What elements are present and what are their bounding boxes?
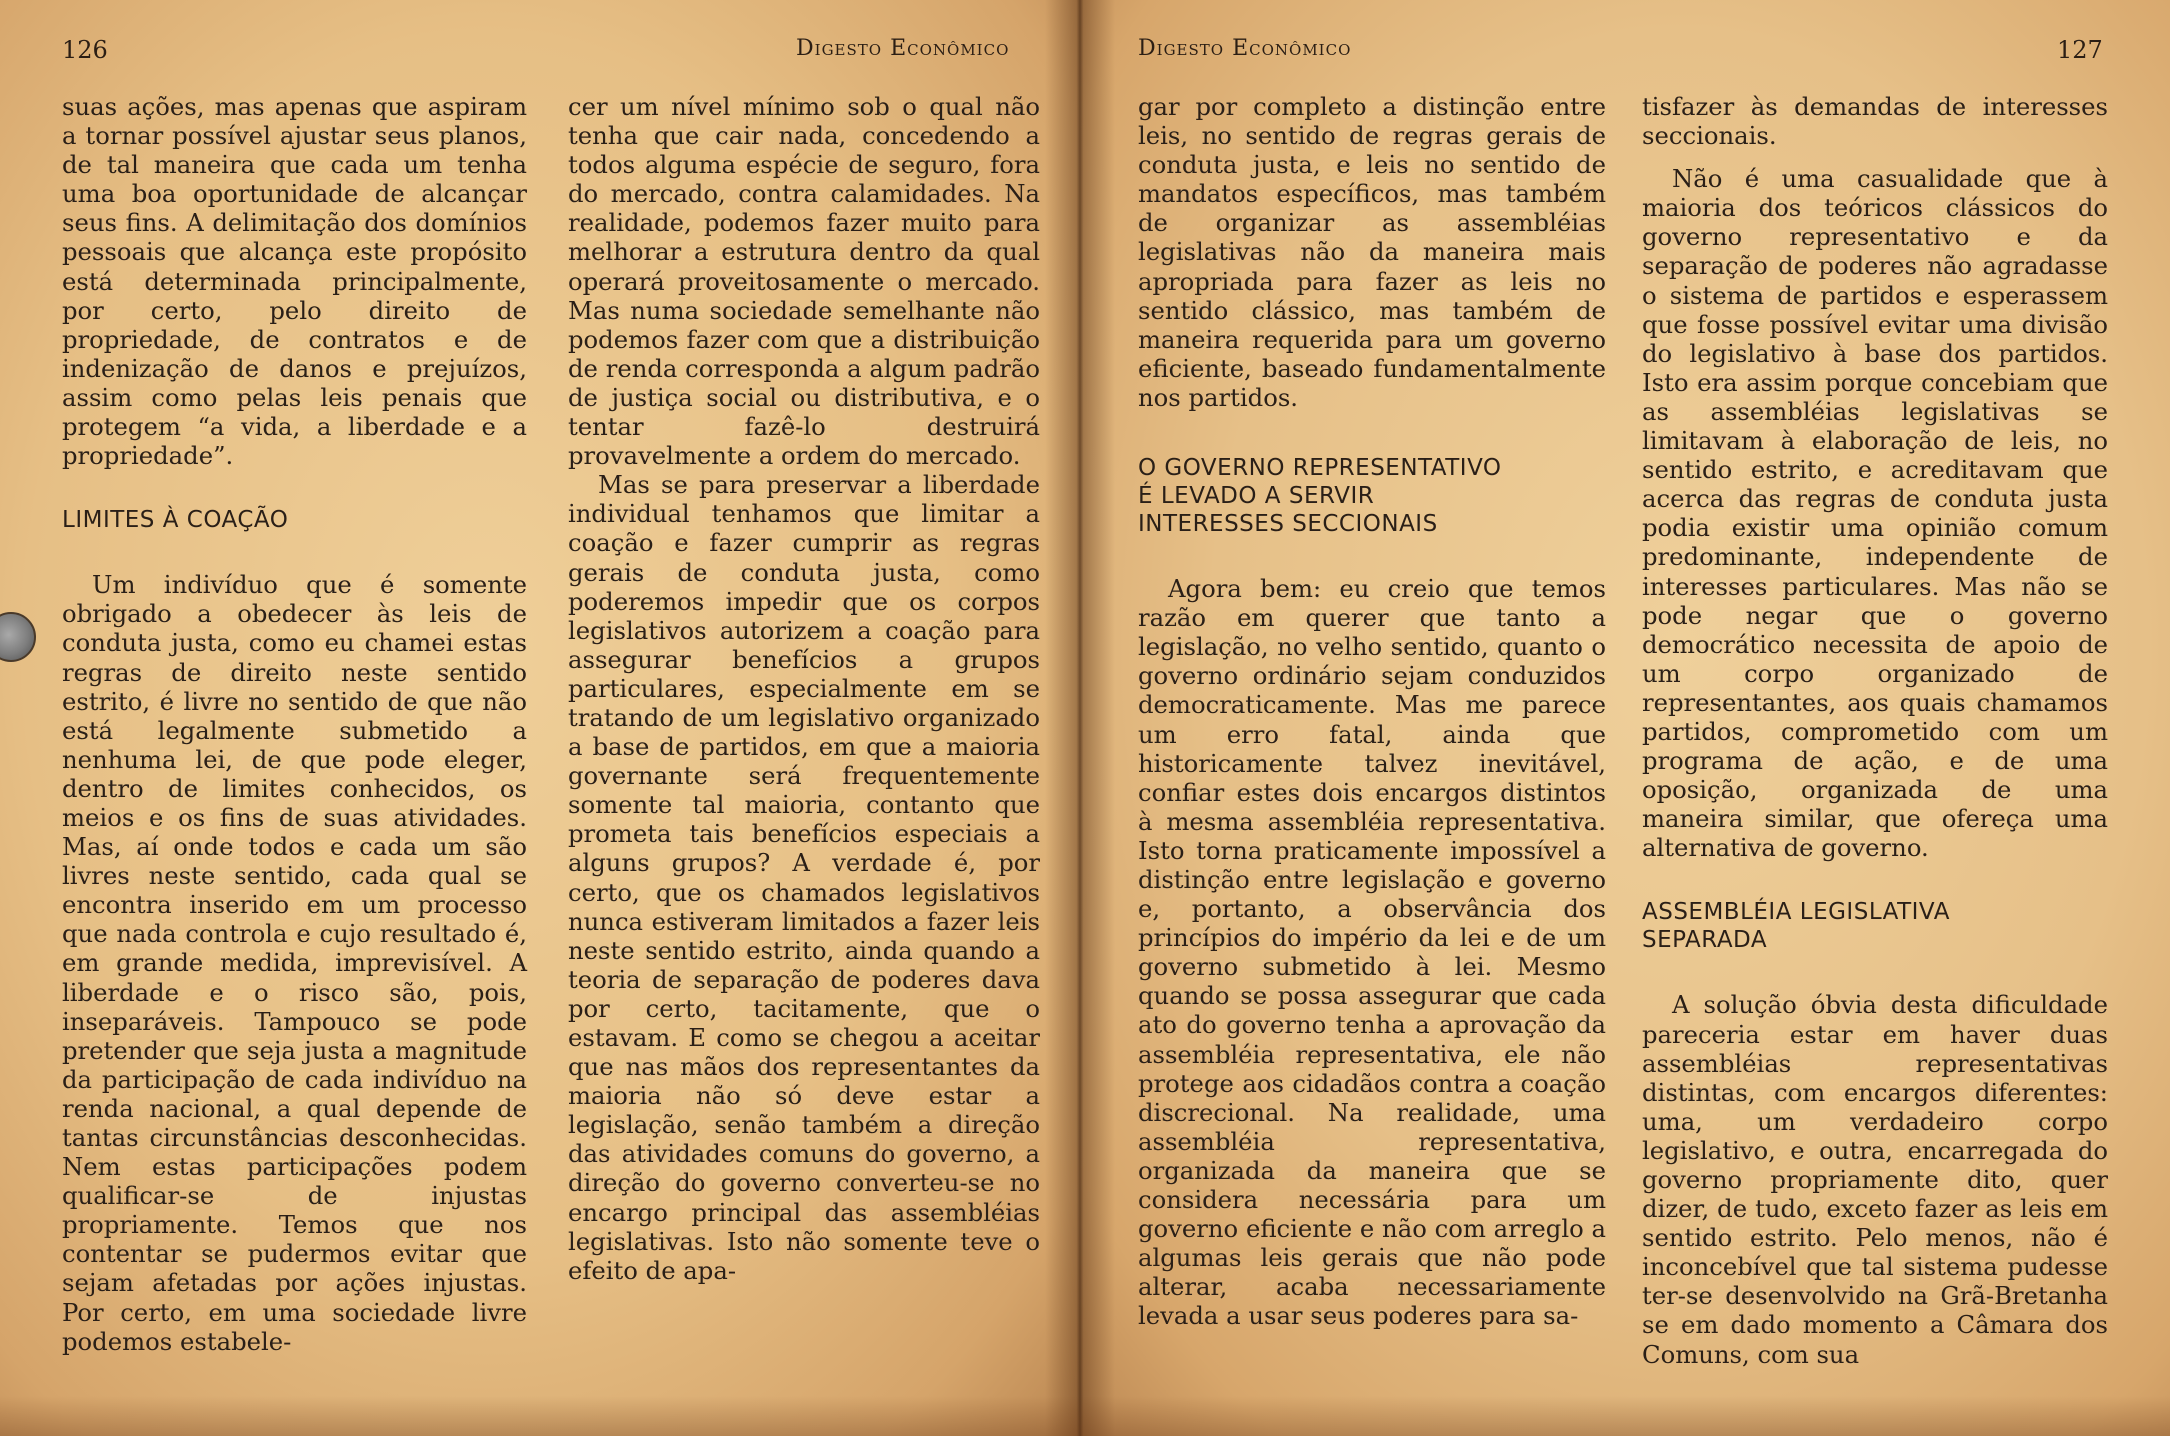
heading-line: ASSEMBLÉIA LEGISLATIVA <box>1642 899 1950 926</box>
right-page <box>1080 0 2170 1436</box>
paragraph: A solução óbvia desta dificuldade pareceria estar em haver duas assembléias representativas distintas, com encargos diferentes: uma, um verdadeiro corpo legislativo, e outra, encarregada do governo propriamente dito, quer dizer, de tudo, exceto fazer as leis em sentido estrito. Pelo menos, não é inconcebível que tal sistema pudesse ter-se desenvolvido na Grã-Bretanha se em dado momento a Câmara dos Comuns, com sua <box>1642 990 2108 1369</box>
paragraph: cer um nível mínimo sob o qual não tenha que cair nada, concedendo a todos alguma espécie de seguro, fora do mercado, contra calamidades. Na realidade, podemos fazer muito para melhorar a estrutura dentro da qual operará proveitosamente o mercado. Mas numa sociedade semelhante não podemos fazer com que a distribuição de renda corresponda a algum padrão de justiça social ou distributiva, e o tentar fazê-lo destruirá provavelmente a ordem do mercado. <box>568 92 1040 471</box>
text-column-1 <box>62 92 527 1412</box>
text-column-3 <box>1138 92 1606 1412</box>
running-head-right: Digesto Econômico <box>1138 36 1352 61</box>
paragraph: Um indivíduo que é somente obrigado a obedecer às leis de conduta justa, como eu chamei estas regras de direito neste sentido estrito, é livre no sentido de que não está legalmente submetido a nenhuma lei, de que pode eleger, dentro de limites conhecidos, os meios e os fins de suas atividades. Mas, aí onde todos e cada um são livres neste sentido, cada qual se encontra inserido em um processo que nada controla e cujo resultado é, em grande medida, imprevisível. A liberdade e o risco são, pois, inseparáveis. Tampouco se pode pretender que seja justa a magnitude da participação de cada indivíduo na renda nacional, a qual depende de tantas circunstâncias desconhecidas. Nem estas participações podem qualificar-se de injustas propriamente. Temos que nos contentar se pudermos evitar que sejam afetadas por ações injustas. Por certo, em uma sociedade livre podemos estabele- <box>62 570 527 1356</box>
paragraph: Não é uma casualidade que à maioria dos teóricos clássicos do governo representativo e da separação de poderes não agradasse o sistema de partidos e esperassem que fosse possível evitar uma divisão do legislativo à base dos partidos. Isto era assim porque concebiam que as assembléias legislativas se limitavam à elaboração de leis, no sentido estrito, e acreditavam que acerca das regras de conduta justa podia existir uma opinião comum predominante, independente de interesses particulares. Mas não se pode negar que o governo democrático necessita de apoio de um corpo organizado de representantes, aos quais chamamos partidos, comprometido com um programa de ação, e de uma oposição, organizada de uma maneira similar, que ofereça uma alternativa de governo. <box>1642 164 2108 863</box>
heading-line: INTERESSES SECCIONAIS <box>1138 511 1438 538</box>
section-heading <box>1642 898 2108 954</box>
heading-line: O GOVERNO REPRESENTATIVO <box>1138 455 1502 482</box>
heading-line: SEPARADA <box>1642 927 1768 954</box>
text-column-4 <box>1642 92 2108 1412</box>
paragraph: gar por completo a distinção entre leis, no sentido de regras gerais de conduta justa, e leis no sentido de mandatos específicos, mas também de organizar as assembléias legislativas não da maneira mais apropriada para fazer as leis no sentido clássico, mas também de maneira requerida para um governo eficiente, baseado fundamentalmente nos partidos. <box>1138 92 1606 412</box>
punch-hole <box>0 612 36 662</box>
running-head-left: Digesto Econômico <box>796 36 1010 61</box>
page-number-right: 127 <box>2057 36 2103 64</box>
paragraph: Agora bem: eu creio que temos razão em querer que tanto a legislação, no velho sentido, quanto o governo ordinário sejam conduzidos democraticamente. Mas me parece um erro fatal, ainda que historicamente talvez inevitável, confiar estes dois encargos distintos à mesma assembléia representativa. Isto torna praticamente impossível a distinção entre legislação e governo e, portanto, a observância dos princípios do império da lei e de um governo submetido à lei. Mesmo quando se possa assegurar que cada ato do governo tenha a aprovação da assembléia representativa, ele não protege aos cidadãos contra a coação discrecional. Na realidade, uma assembléia representativa, organizada da maneira que se considera necessária para um governo eficiente e não com arreglo a algumas leis gerais que não pode alterar, acaba necessariamente levada a usar seus poderes para sa- <box>1138 574 1606 1331</box>
paragraph: suas ações, mas apenas que aspiram a tornar possível ajustar seus planos, de tal maneira que cada um tenha uma boa oportunidade de alcançar seus fins. A delimitação dos domínios pessoais que alcança este propósito está determinada principalmente, por certo, pelo direito de propriedade, de contratos e de indenização de danos e prejuízos, assim como pelas leis penais que protegem “a vida, a liberdade e a propriedade”. <box>62 92 527 471</box>
heading-line: É LEVADO A SERVIR <box>1138 483 1375 510</box>
section-heading <box>1138 454 1606 538</box>
paragraph: Mas se para preservar a liberdade individual tenhamos que limitar a coação e fazer cumprir as regras gerais de conduta justa, como poderemos impedir que os corpos legislativos autorizem a coação para assegurar benefícios a grupos particulares, especialmente em se tratando de um legislativo organizado a base de partidos, em que a maioria governante será frequentemente somente tal maioria, contanto que prometa tais benefícios especiais a alguns grupos? A verdade é, por certo, que os chamados legislativos nunca estiveram limitados a fazer leis neste sentido estrito, ainda quando a teoria de separação de poderes dava por certo, tacitamente, que o estavam. E como se chegou a aceitar que nas mãos dos representantes da maioria não só deve estar a legislação, senão também a direção das atividades comuns do governo, a direção do governo converteu-se no encargo principal das assembléias legislativas. Isto não somente teve o efeito de apa- <box>568 470 1040 1285</box>
page-number-left: 126 <box>62 36 108 64</box>
paragraph: tisfazer às demandas de interesses seccionais. <box>1642 92 2108 151</box>
left-page <box>0 0 1080 1436</box>
section-heading: LIMITES À COAÇÃO <box>62 507 289 534</box>
text-column-2 <box>568 92 1040 1412</box>
